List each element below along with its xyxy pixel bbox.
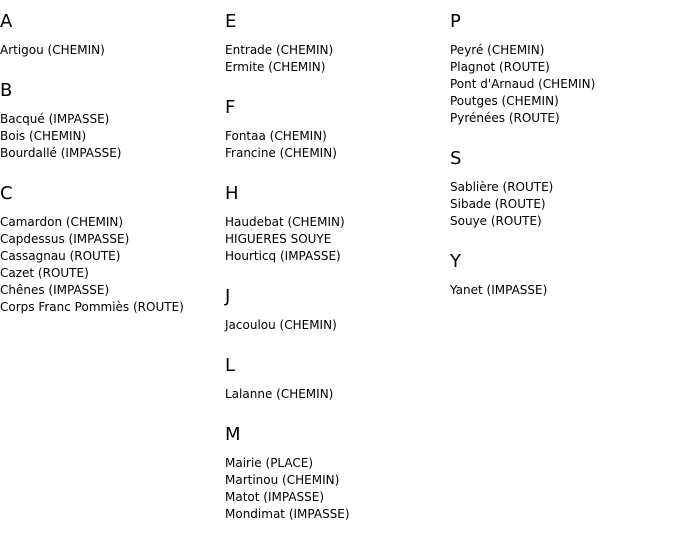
letter-group [0, 182, 222, 316]
street-link[interactable]: Cassagnau (ROUTE) [0, 249, 121, 263]
street-link[interactable]: Ermite (CHEMIN) [225, 60, 326, 74]
street-link[interactable]: Jacoulou (CHEMIN) [225, 318, 337, 332]
letter-group [450, 147, 672, 230]
letter-heading: A [0, 11, 13, 32]
street-link[interactable]: Capdessus (IMPASSE) [0, 232, 130, 246]
letter-group [225, 423, 447, 523]
letter-heading: S [450, 148, 462, 169]
street-link[interactable]: Corps Franc Pommiès (ROUTE) [0, 300, 184, 314]
letter-group [0, 10, 222, 59]
street-link[interactable]: Francine (CHEMIN) [225, 146, 337, 160]
letter-group [225, 354, 447, 403]
letter-heading: C [0, 183, 13, 204]
street-index-column-1 [0, 10, 222, 336]
street-link[interactable]: Bois (CHEMIN) [0, 129, 87, 143]
letter-heading: F [225, 97, 236, 118]
street-link[interactable]: Peyré (CHEMIN) [450, 43, 545, 57]
letter-heading: E [225, 11, 237, 32]
street-link[interactable]: Poutges (CHEMIN) [450, 94, 559, 108]
letter-group [225, 182, 447, 265]
letter-group [225, 285, 447, 334]
street-link[interactable]: Haudebat (CHEMIN) [225, 215, 345, 229]
street-index-column-3 [450, 10, 672, 319]
street-link[interactable]: Martinou (CHEMIN) [225, 473, 340, 487]
street-index-column-2 [225, 10, 447, 543]
street-link[interactable]: Matot (IMPASSE) [225, 490, 325, 504]
street-link[interactable]: Sablière (ROUTE) [450, 180, 554, 194]
street-link[interactable]: Entrade (CHEMIN) [225, 43, 334, 57]
street-link[interactable]: Camardon (CHEMIN) [0, 215, 124, 229]
street-link[interactable]: Pyrénées (ROUTE) [450, 111, 560, 125]
letter-group [225, 10, 447, 76]
street-link[interactable]: HIGUERES SOUYE [225, 232, 332, 246]
letter-group [225, 96, 447, 162]
letter-heading: L [225, 355, 236, 376]
letter-heading: J [225, 286, 231, 307]
letter-heading: Y [450, 251, 461, 272]
street-link[interactable]: Hourticq (IMPASSE) [225, 249, 341, 263]
letter-heading: M [225, 424, 241, 445]
street-link[interactable]: Pont d'Arnaud (CHEMIN) [450, 77, 596, 91]
street-link[interactable]: Chênes (IMPASSE) [0, 283, 110, 297]
street-link[interactable]: Mairie (PLACE) [225, 456, 314, 470]
street-link[interactable]: Bacqué (IMPASSE) [0, 112, 110, 126]
letter-group [450, 250, 672, 299]
street-link[interactable]: Artigou (CHEMIN) [0, 43, 105, 57]
letter-group [0, 79, 222, 162]
letter-heading: B [0, 80, 13, 101]
street-link[interactable]: Souye (ROUTE) [450, 214, 542, 228]
street-link[interactable]: Yanet (IMPASSE) [450, 283, 548, 297]
street-link[interactable]: Fontaa (CHEMIN) [225, 129, 327, 143]
street-link[interactable]: Lalanne (CHEMIN) [225, 387, 334, 401]
letter-group [450, 10, 672, 127]
street-link[interactable]: Cazet (ROUTE) [0, 266, 89, 280]
street-link[interactable]: Sibade (ROUTE) [450, 197, 546, 211]
street-link[interactable]: Mondimat (IMPASSE) [225, 507, 350, 521]
street-link[interactable]: Plagnot (ROUTE) [450, 60, 550, 74]
letter-heading: H [225, 183, 239, 204]
letter-heading: P [450, 11, 461, 32]
street-link[interactable]: Bourdallé (IMPASSE) [0, 146, 122, 160]
